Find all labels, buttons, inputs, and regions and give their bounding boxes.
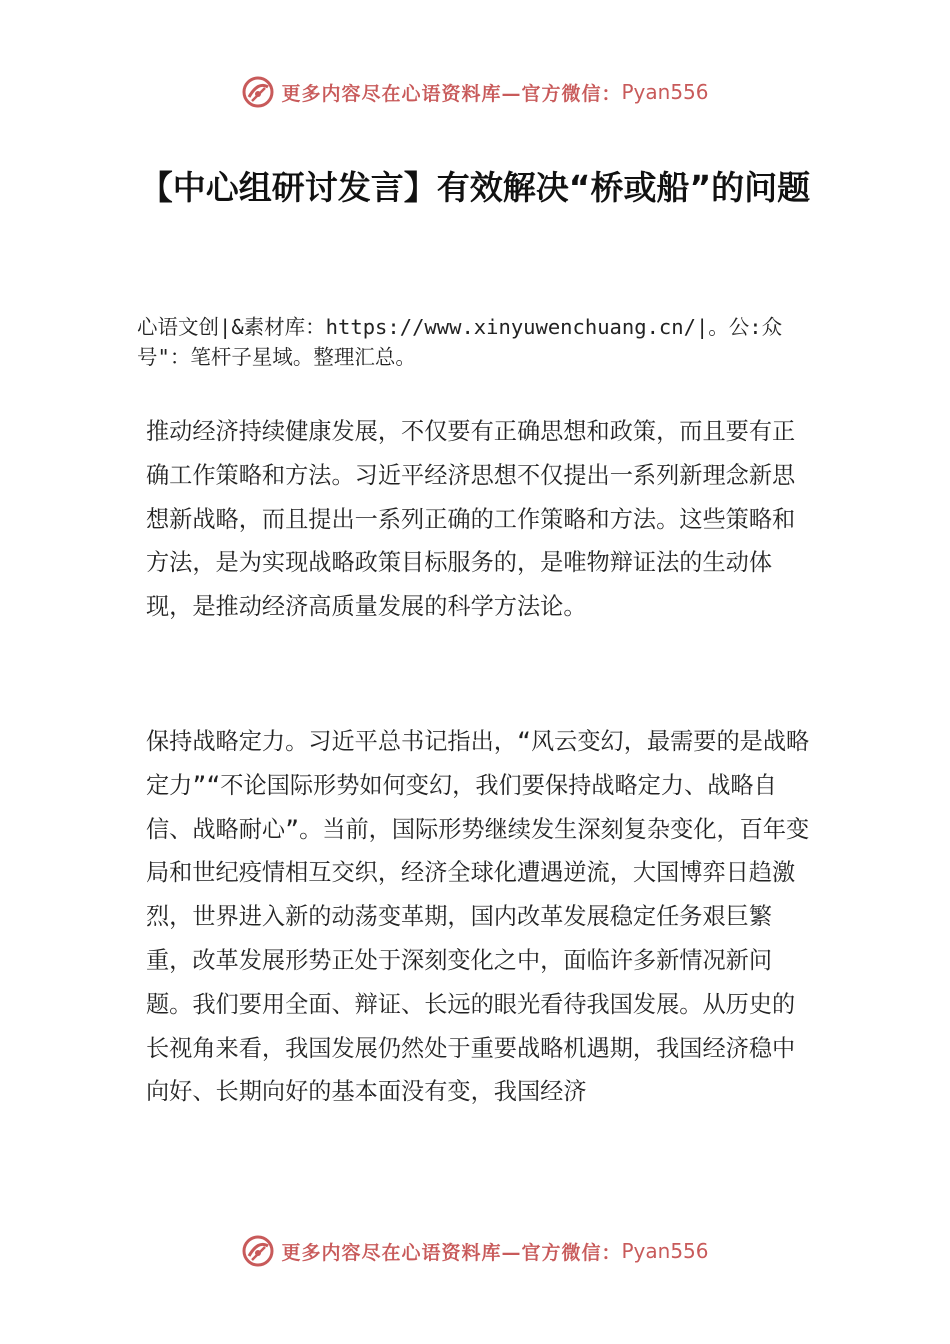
footer-banner bbox=[0, 1231, 950, 1271]
header-banner bbox=[0, 72, 950, 112]
brand-logo-icon bbox=[241, 1234, 275, 1268]
source-line: 心语文创|&素材库：https://www.xinyuwenchuang.cn/|。公:众号"：笔杆子星域。整理汇总。 bbox=[137, 315, 783, 369]
paragraph-1: 推动经济持续健康发展，不仅要有正确思想和政策，而且要有正确工作策略和方法。习近平经济思想不仅提出一系列新理念新思想新战略，而且提出一系列正确的工作策略和方法。这些策略和方法，是为实现战略政策目标服务的，是唯物辩证法的生动体现，是推动经济高质量发展的科学方法论。 bbox=[146, 418, 796, 621]
brand-logo-icon bbox=[241, 75, 275, 109]
banner-text: 更多内容尽在心语资料库—官方微信： bbox=[281, 1241, 622, 1264]
paragraph-2: 保持战略定力。习近平总书记指出，“风云变幻，最需要的是战略定力”“不论国际形势如何变幻，我们要保持战略定力、战略自信、战略耐心”。当前，国际形势继续发生深刻复杂变化，百年变局和世纪疫情相互交织，经济全球化遭遇逆流，大国博弈日趋激烈，世界进入新的动荡变革期，国内改革发展稳定任务艰巨繁重，改革发展形势正处于深刻变化之中，面临许多新情况新问题。我们要用全面、辩证、长远的眼光看待我国发展。从历史的长视角来看，我国发展仍然处于重要战略机遇期，我国经济稳中向好、长期向好的基本面没有变，我国经济 bbox=[146, 728, 810, 1106]
banner-wechat-id: Pyan556 bbox=[621, 80, 709, 104]
document-title: 【中心组研讨发言】有效解决“桥或船”的问题 bbox=[139, 168, 811, 207]
banner-wechat-id: Pyan556 bbox=[621, 1239, 709, 1263]
banner-text: 更多内容尽在心语资料库—官方微信： bbox=[281, 82, 622, 105]
